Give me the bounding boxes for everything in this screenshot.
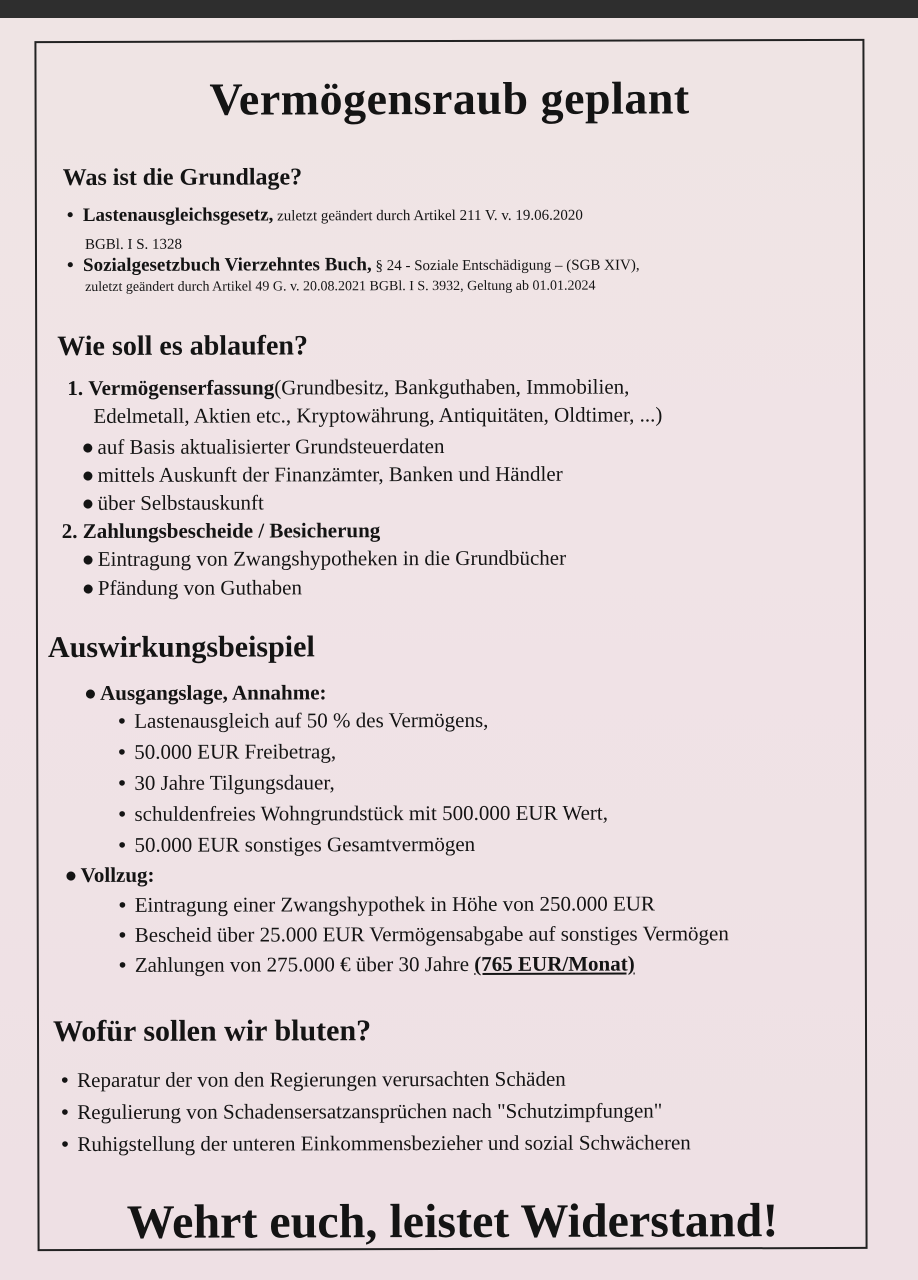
grundlage-item-1	[67, 204, 583, 227]
ausgang-item	[118, 832, 475, 858]
bullet-glyph: •	[118, 708, 126, 733]
ablauf-step-1-bullet	[81, 434, 444, 460]
vollzug-label	[65, 863, 155, 888]
bullet-text: Pfändung von Guthaben	[97, 575, 303, 600]
bullet-glyph: •	[118, 922, 127, 947]
bullet-glyph: ●	[81, 490, 95, 515]
vollzug-label-text: Vollzug:	[80, 862, 155, 887]
ablauf-step-2-bullet	[82, 546, 566, 572]
bullet-glyph: •	[61, 1100, 69, 1125]
bullet-text: mittels Auskunft der Finanzämter, Banken und Händler	[97, 461, 563, 487]
ausgang-item-text: schuldenfreies Wohngrundstück mit 500.000 EUR Wert,	[134, 800, 609, 826]
bluten-item-text: Ruhigstellung der unteren Einkommensbezieher und sozial Schwächeren	[77, 1130, 691, 1156]
flyer-paper	[0, 18, 918, 1280]
bluten-item	[61, 1130, 691, 1157]
top-bar	[0, 0, 918, 18]
bullet-glyph: •	[66, 204, 74, 227]
vollzug-item	[119, 952, 635, 978]
heading-beispiel: Auswirkungsbeispiel	[47, 630, 315, 665]
law-detail: zuletzt geändert durch Artikel 211 V. v. 19.06.2020	[273, 207, 583, 225]
ausgang-item-text: Lastenausgleich auf 50 % des Vermögens,	[134, 707, 489, 733]
bluten-item-text: Reparatur der von den Regierungen verursachten Schäden	[77, 1066, 566, 1092]
bluten-item	[61, 1098, 662, 1125]
ablauf-step-1-bullet	[82, 490, 264, 515]
vollzug-item-text: Bescheid über 25.000 EUR Vermögensabgabe auf sonstiges Vermögen	[134, 921, 729, 947]
grundlage-item-1-cont: BGBl. I S. 1328	[84, 236, 183, 253]
flyer-frame	[34, 39, 867, 1251]
bullet-glyph: •	[118, 801, 126, 826]
bullet-glyph: •	[118, 739, 126, 764]
bullet-glyph: ●	[81, 434, 95, 459]
step-title: Vermögenserfassung	[88, 375, 275, 400]
ablauf-step-1-cont: Edelmetall, Aktien etc., Kryptowährung, Antiquitäten, Oldtimer, ...)	[93, 402, 663, 428]
law-detail: § 24 - Soziale Entschädigung – (SGB XIV),	[371, 257, 640, 275]
bullet-text: auf Basis aktualisierter Grundsteuerdaten	[97, 434, 445, 459]
ausgang-label	[84, 680, 326, 706]
ausgang-item-text: 50.000 EUR sonstiges Gesamtvermögen	[134, 831, 476, 857]
ausgang-item-text: 50.000 EUR Freibetrag,	[134, 739, 337, 764]
bluten-item-text: Regulierung von Schadensersatzansprüchen nach "Schutzimpfungen"	[77, 1098, 663, 1124]
step-detail: (Grundbesitz, Bankguthaben, Immobilien,	[274, 374, 630, 400]
bullet-glyph: •	[118, 832, 126, 857]
step-number: 2.	[61, 518, 78, 544]
bullet-glyph: •	[61, 1068, 69, 1093]
ablauf-step-1-bullet	[82, 462, 563, 488]
ausgang-item	[118, 770, 334, 796]
heading-bluten: Wofür sollen wir bluten?	[52, 1014, 372, 1049]
vollzug-item-text: Zahlungen von 275.000 € über 30 Jahre	[134, 951, 475, 977]
ausgang-item	[118, 708, 488, 734]
bullet-glyph: •	[66, 254, 74, 277]
bullet-glyph: •	[118, 770, 126, 795]
bullet-text: über Selbstauskunft	[97, 490, 264, 515]
law-name: Lastenausgleichsgesetz,	[82, 204, 274, 226]
ausgang-item-text: 30 Jahre Tilgungsdauer,	[134, 770, 335, 795]
heading-ablauf: Wie soll es ablaufen?	[57, 330, 308, 363]
ablauf-step-1	[67, 375, 629, 401]
ablauf-step-2-bullet	[82, 575, 302, 601]
heading-grundlage: Was ist die Grundlage?	[62, 164, 303, 192]
bullet-glyph: ●	[81, 462, 95, 487]
bullet-glyph: ●	[81, 575, 95, 600]
monthly-amount: (765 EUR/Monat)	[474, 951, 635, 976]
ausgang-item	[118, 801, 608, 827]
closing-slogan: Wehrt euch, leistet Widerstand!	[126, 1194, 779, 1249]
grundlage-item-2	[67, 254, 640, 277]
bullet-glyph: ●	[84, 680, 97, 705]
vollzug-item	[119, 921, 729, 948]
flyer-title: Vermögensraub geplant	[209, 72, 690, 125]
bluten-item	[61, 1067, 566, 1093]
grundlage-item-2-cont: zuletzt geändert durch Artikel 49 G. v. 20.08.2021 BGBl. I S. 3932, Geltung ab 01.01.2024	[85, 278, 596, 295]
bullet-glyph: ●	[81, 546, 95, 571]
step-title: Zahlungsbescheide / Besicherung	[82, 518, 381, 543]
vollzug-item	[119, 891, 655, 917]
bullet-text: Eintragung von Zwangshypotheken in die Grundbücher	[97, 545, 567, 571]
bullet-glyph: •	[118, 952, 127, 977]
ausgang-item	[118, 739, 336, 765]
ausgang-label-text: Ausgangslage, Annahme:	[100, 680, 327, 705]
bullet-glyph: •	[118, 892, 127, 917]
bullet-glyph: •	[61, 1132, 69, 1157]
law-name: Sozialgesetzbuch Vierzehntes Buch,	[82, 254, 372, 276]
ablauf-step-2	[62, 518, 381, 544]
step-number: 1.	[67, 375, 84, 401]
vollzug-item-text: Eintragung einer Zwangshypothek in Höhe von 250.000 EUR	[134, 891, 655, 917]
bullet-glyph: ●	[64, 862, 78, 888]
